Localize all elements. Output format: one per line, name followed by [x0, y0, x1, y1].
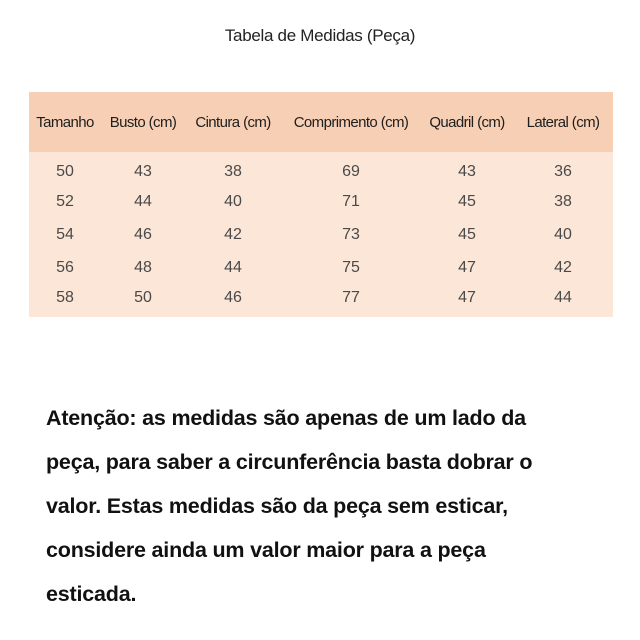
- cell-lateral: 38: [554, 192, 572, 210]
- cell-tamanho: 50: [56, 162, 74, 180]
- cell-comprimento: 69: [342, 162, 360, 180]
- cell-cintura: 38: [224, 162, 242, 180]
- header-comprimento: Comprimento (cm): [293, 113, 409, 131]
- table-row: [29, 218, 613, 251]
- cell-lateral: 42: [554, 258, 572, 276]
- header-lateral: Lateral (cm): [526, 113, 600, 131]
- cell-quadril: 45: [458, 225, 476, 243]
- cell-comprimento: 77: [342, 288, 360, 306]
- cell-busto: 48: [134, 258, 152, 276]
- table-row: [29, 284, 613, 317]
- table-row: [29, 251, 613, 284]
- header-busto: Busto (cm): [109, 113, 177, 131]
- cell-busto: 43: [134, 162, 152, 180]
- cell-comprimento: 73: [342, 225, 360, 243]
- table-row: [29, 152, 613, 185]
- header-cintura: Cintura (cm): [195, 113, 271, 131]
- cell-quadril: 43: [458, 162, 476, 180]
- cell-lateral: 44: [554, 288, 572, 306]
- cell-tamanho: 56: [56, 258, 74, 276]
- header-quadril: Quadril (cm): [429, 113, 505, 131]
- cell-tamanho: 58: [56, 288, 74, 306]
- measurements-table-container: [29, 92, 613, 317]
- cell-tamanho: 54: [56, 225, 74, 243]
- note-line: considere ainda um valor maior para a peça: [46, 538, 486, 562]
- cell-comprimento: 71: [342, 192, 360, 210]
- note-line: valor. Estas medidas são da peça sem esticar,: [46, 494, 508, 518]
- cell-cintura: 40: [224, 192, 242, 210]
- cell-quadril: 47: [458, 288, 476, 306]
- cell-lateral: 40: [554, 225, 572, 243]
- attention-note: [46, 396, 606, 616]
- cell-tamanho: 52: [56, 192, 74, 210]
- measurements-table: [29, 92, 613, 317]
- cell-busto: 44: [134, 192, 152, 210]
- page-title: Tabela de Medidas (Peça): [224, 26, 416, 45]
- cell-comprimento: 75: [342, 258, 360, 276]
- note-line: peça, para saber a circunferência basta dobrar o: [46, 450, 533, 474]
- table-header-row: [29, 92, 613, 152]
- cell-cintura: 46: [224, 288, 242, 306]
- table-row: [29, 185, 613, 218]
- cell-cintura: 44: [224, 258, 242, 276]
- cell-lateral: 36: [554, 162, 572, 180]
- header-tamanho: Tamanho: [36, 113, 94, 131]
- note-line: Atenção: as medidas são apenas de um lado da: [46, 406, 526, 430]
- note-line: esticada.: [46, 582, 137, 606]
- cell-cintura: 42: [224, 225, 242, 243]
- cell-busto: 50: [134, 288, 152, 306]
- cell-busto: 46: [134, 225, 152, 243]
- cell-quadril: 47: [458, 258, 476, 276]
- cell-quadril: 45: [458, 192, 476, 210]
